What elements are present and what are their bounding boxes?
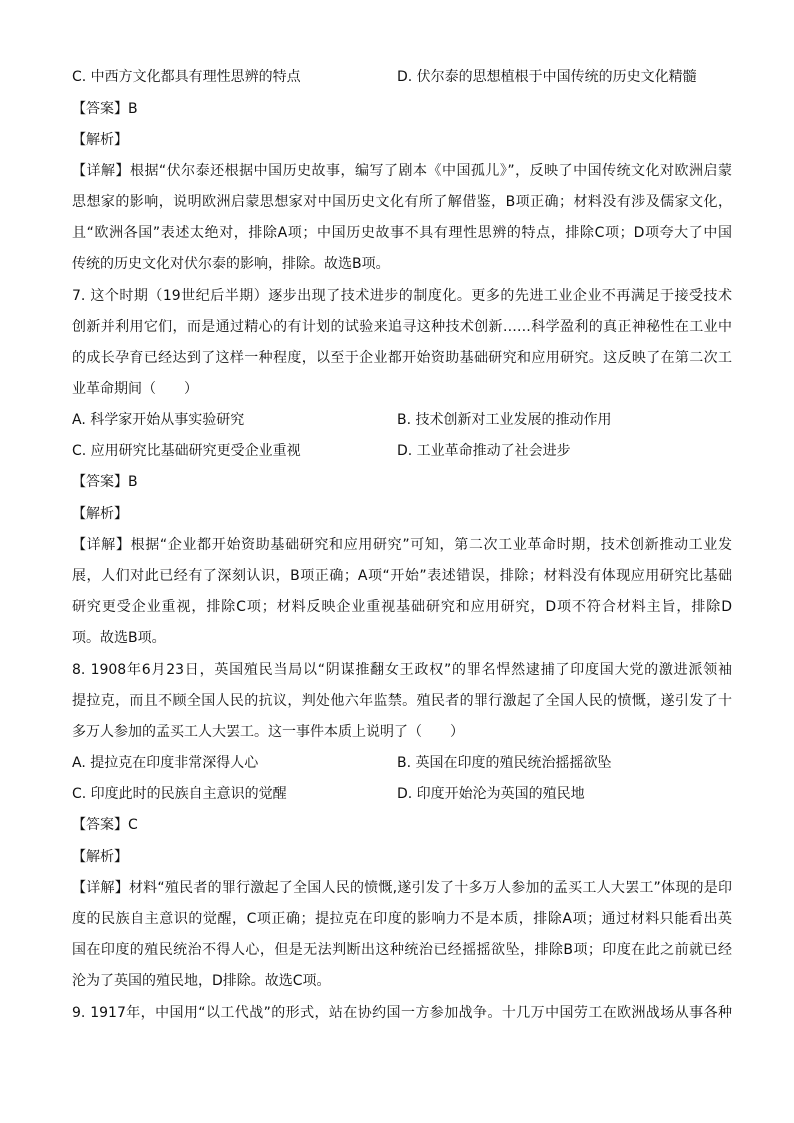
q7-stem-line-4: 业革命期间（ ） <box>72 381 198 397</box>
q6-detail-line-1: 【详解】根据“伏尔泰还根据中国历史故事，编写了剧本《中国孤儿》”，反映了中国传统文化对欧洲启蒙 <box>72 163 732 179</box>
q7-analysis-label: 【解析】 <box>72 506 128 522</box>
q6-detail-line-3: 且“欧洲各国”表述太绝对，排除A项；中国历史故事不具有理性思辨的特点，排除C项；D项夸大了中国 <box>72 225 732 241</box>
q6-detail-line-4: 传统的历史文化对伏尔泰的影响，排除。故选B项。 <box>72 256 390 272</box>
q7-stem-line-1: 7. 这个时期（19世纪后半期）逐步出现了技术进步的制度化。更多的先进工业企业不再满足于接受技术 <box>72 288 732 304</box>
q7-option-d: D. 工业革命推动了社会进步 <box>397 443 571 459</box>
q7-stem-line-3: 的成长孕育已经达到了这样一种程度，以至于企业都开始资助基础研究和应用研究。这反映了在第二次工 <box>72 350 732 366</box>
q8-detail-line-2: 度的民族自主意识的觉醒，C项正确；提拉克在印度的影响力不是本质，排除A项；通过材料只能看出英 <box>72 911 732 927</box>
q6-detail-line-2: 思想家的影响，说明欧洲启蒙思想家对中国历史文化有所了解借鉴，B项正确；材料没有涉及儒家文化， <box>72 194 732 210</box>
q7-option-b: B. 技术创新对工业发展的推动作用 <box>397 412 612 428</box>
q8-stem-line-2: 提拉克，而且不顾全国人民的抗议，判处他六年监禁。殖民者的罪行激起了全国人民的愤慨，遂引发了十 <box>72 693 732 709</box>
q8-option-d: D. 印度开始沦为英国的殖民地 <box>397 786 585 802</box>
q8-answer: 【答案】C <box>72 817 138 833</box>
q7-stem-line-2: 创新并利用它们，而是通过精心的有计划的试验来追寻这种技术创新……科学盈利的真正神秘性在工业中 <box>72 319 732 335</box>
q6-analysis-label: 【解析】 <box>72 132 128 148</box>
q7-detail-line-2: 展，人们对此已经有了深刻认识，B项正确；A项“开始”表述错误，排除；材料没有体现应用研究比基础 <box>72 568 732 584</box>
q8-option-b: B. 英国在印度的殖民统治摇摇欲坠 <box>397 755 612 771</box>
q8-stem-line-1: 8. 1908年6月23日，英国殖民当局以“阴谋推翻女王政权”的罪名悍然逮捕了印度国大党的激进派领袖 <box>72 662 732 678</box>
q7-detail-line-1: 【详解】根据“企业都开始资助基础研究和应用研究”可知，第二次工业革命时期，技术创新推动工业发 <box>72 537 732 553</box>
q7-option-a: A. 科学家开始从事实验研究 <box>72 412 245 428</box>
q8-option-a: A. 提拉克在印度非常深得人心 <box>72 755 259 771</box>
q9-stem-line-1: 9. 1917年，中国用“以工代战”的形式，站在协约国一方参加战争。十几万中国劳工在欧洲战场从事各种 <box>72 1005 732 1021</box>
q7-answer: 【答案】B <box>72 474 138 490</box>
q8-option-c: C. 印度此时的民族自主意识的觉醒 <box>72 786 287 802</box>
q7-detail-line-3: 研究更受企业重视，排除C项；材料反映企业重视基础研究和应用研究，D项不符合材料主旨，排除D <box>72 599 732 615</box>
q8-analysis-label: 【解析】 <box>72 849 128 865</box>
q7-option-c: C. 应用研究比基础研究更受企业重视 <box>72 443 301 459</box>
q8-detail-line-1: 【详解】材料“殖民者的罪行激起了全国人民的愤慨,遂引发了十多万人参加的孟买工人大罢工”体现的是印 <box>72 880 732 896</box>
q6-option-c: C. 中西方文化都具有理性思辨的特点 <box>72 69 301 85</box>
q8-detail-line-4: 沦为了英国的殖民地，D排除。故选C项。 <box>72 973 331 989</box>
q8-stem-line-3: 多万人参加的孟买工人大罢工。这一事件本质上说明了（ ） <box>72 724 464 740</box>
q6-option-d: D. 伏尔泰的思想植根于中国传统的历史文化精髓 <box>397 69 697 85</box>
q7-detail-line-4: 项。故选B项。 <box>72 630 166 646</box>
q8-detail-line-3: 国在印度的殖民统治不得人心，但是无法判断出这种统治已经摇摇欲坠，排除B项；印度在此之前就已经 <box>72 942 732 958</box>
q6-answer: 【答案】B <box>72 101 138 117</box>
